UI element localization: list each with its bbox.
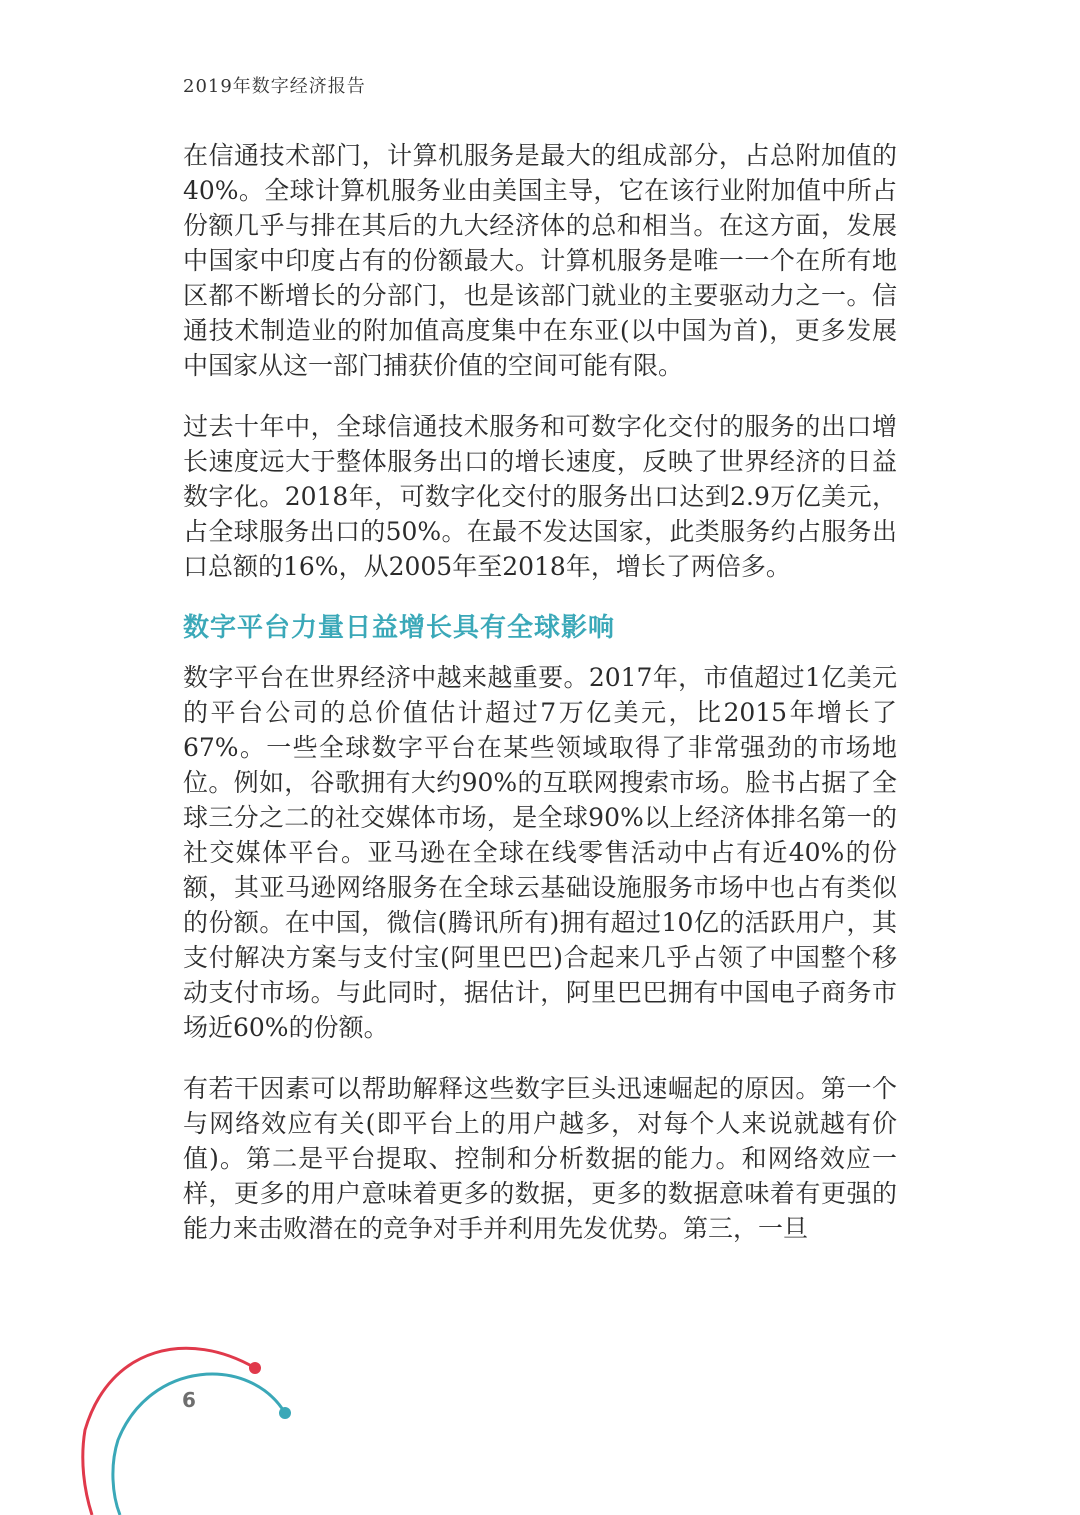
paragraph-digital-platforms: 数字平台在世界经济中越来越重要。2017年，市值超过1亿美元的平台公司的总价值估计超过7万亿美元，比2015年增长了67%。一些全球数字平台在某些领域取得了非常强劲的市场地位。例如，谷歌拥有大约90%的互联网搜索市场。脸书占据了全球三分之二的社交媒体市场，是全球90%以上经济体排名第一的社交媒体平台。亚马逊在全球在线零售活动中占有近40%的份额，其亚马逊网络服务在全球云基础设施服务市场中也占有类似的份额。在中国，微信(腾讯所有)拥有超过10亿的活跃用户，其支付解决方案与支付宝(阿里巴巴)合起来几乎占领了中国整个移动支付市场。与此同时，据估计，阿里巴巴拥有中国电子商务市场近60%的份额。: [183, 663, 897, 1042]
running-header-title: 2019年数字经济报告: [183, 76, 366, 97]
paragraph-rise-factors: 有若干因素可以帮助解释这些数字巨头迅速崛起的原因。第一个与网络效应有关(即平台上的用户越多，对每个人来说就越有价值)。第二是平台提取、控制和分析数据的能力。和网络效应一样，更多的用户意味着更多的数据，更多的数据意味着有更强的能力来击败潜在的竞争对手并利用先发优势。第三，一旦: [183, 1074, 897, 1243]
paragraph-ict-sector: 在信通技术部门，计算机服务是最大的组成部分，占总附加值的40%。全球计算机服务业由美国主导，它在该行业附加值中所占份额几乎与排在其后的九大经济体的总和相当。在这方面，发展中国家中印度占有的份额最大。计算机服务是唯一一个在所有地区都不断增长的分部门，也是该部门就业的主要驱动力之一。信通技术制造业的附加值高度集中在东亚(以中国为首)，更多发展中国家从这一部门捕获价值的空间可能有限。: [183, 141, 897, 380]
paragraph-services-exports: 过去十年中，全球信通技术服务和可数字化交付的服务的出口增长速度远大于整体服务出口的增长速度，反映了世界经济的日益数字化。2018年，可数字化交付的服务出口达到2.9万亿美元，占全球服务出口的50%。在最不发达国家，此类服务约占服务出口总额的16%，从2005年至2018年，增长了两倍多。: [183, 412, 897, 581]
page-number: 6: [182, 1388, 196, 1412]
red-arc-dot: [249, 1362, 261, 1374]
decorative-arcs-graphic: [0, 1320, 320, 1515]
teal-arc: [113, 1374, 285, 1515]
red-arc: [83, 1348, 255, 1515]
teal-arc-dot: [279, 1407, 291, 1419]
section-heading: 数字平台力量日益增长具有全球影响: [183, 613, 616, 643]
page-body: [183, 138, 897, 1272]
